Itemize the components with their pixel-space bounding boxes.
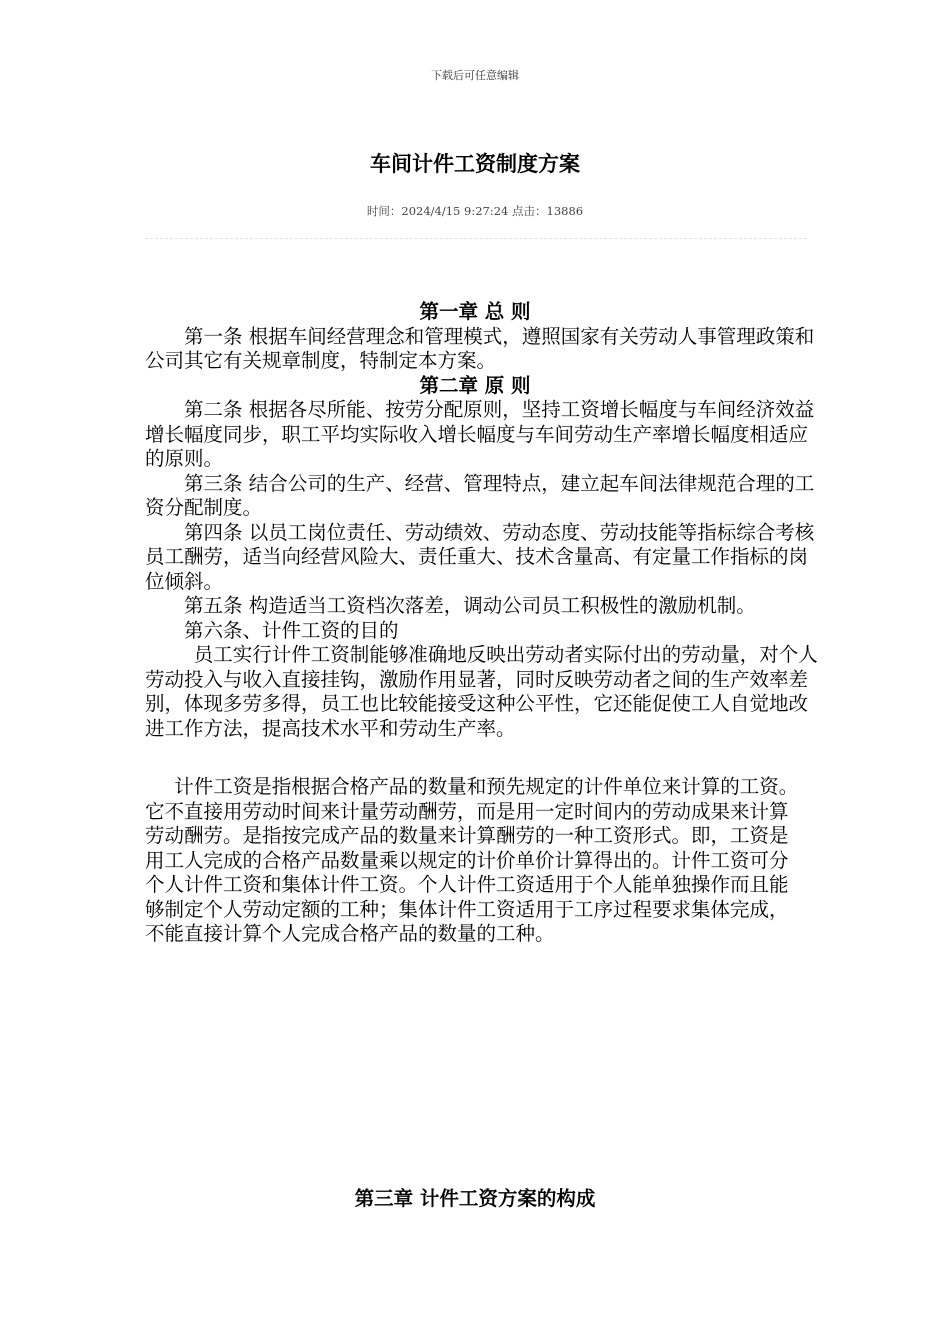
- chapter-2-title: 第二章 原 则: [419, 373, 531, 397]
- meta-info: 时间：2024/4/15 9:27:24 点击：13886: [366, 204, 584, 218]
- chapter-3-title: 第三章 计件工资方案的构成: [354, 1187, 596, 1210]
- document-title: 车间计件工资制度方案: [370, 152, 580, 176]
- article-4: 第四条 以员工岗位责任、劳动绩效、劳动态度、劳动技能等指标综合考核员工酬劳，适当向经营风险大、责任重大、技术含量高、有定量工作指标的岗位倾斜。: [145, 520, 815, 593]
- article-1: 第一条 根据车间经营理念和管理模式，遵照国家有关劳动人事管理政策和公司其它有关规章制度，特制定本方案。: [145, 324, 815, 372]
- article-2: 第二条 根据各尽所能、按劳分配原则，坚持工资增长幅度与车间经济效益增长幅度同步，职工平均实际收入增长幅度与车间劳动生产率增长幅度相适应的原则。: [145, 398, 815, 470]
- document-body: [145, 300, 825, 947]
- article-3: 第三条 结合公司的生产、经营、管理特点，建立起车间法律规范合理的工资分配制度。: [145, 471, 815, 519]
- piecework-definition: 计件工资是指根据合格产品的数量和预先规定的计件单位来计算的工资。它不直接用劳动时间来计量劳动酬劳，而是用一定时间内的劳动成果来计算劳动酬劳。是指按完成产品的数量来计算酬劳的一种工资形式。即，工资是用工人完成的合格产品数量乘以规定的计价单价计算得出的。计件工资可分个人计件工资和集体计件工资。个人计件工资适用于个人能单独操作而且能够制定个人劳动定额的工种；集体计件工资适用于工序过程要求集体完成，不能直接计算个人完成合格产品的数量的工种。: [145, 775, 799, 945]
- article-6-heading: 第六条、计件工资的目的: [184, 618, 399, 642]
- header-note: 下载后可任意编辑: [431, 69, 519, 82]
- divider: [145, 238, 807, 239]
- article-6-body: 员工实行计件工资制能够准确地反映出劳动者实际付出的劳动量，对个人劳动投入与收入直接挂钩，激励作用显著，同时反映劳动者之间的生产效率差别，体现多劳多得，员工也比较能接受这种公平性，它还能促使工人自觉地改进工作方法，提高技术水平和劳动生产率。: [145, 643, 818, 740]
- article-5: 第五条 构造适当工资档次落差，调动公司员工积极性的激励机制。: [184, 594, 756, 617]
- chapter-1-title: 第一章 总 则: [419, 300, 531, 323]
